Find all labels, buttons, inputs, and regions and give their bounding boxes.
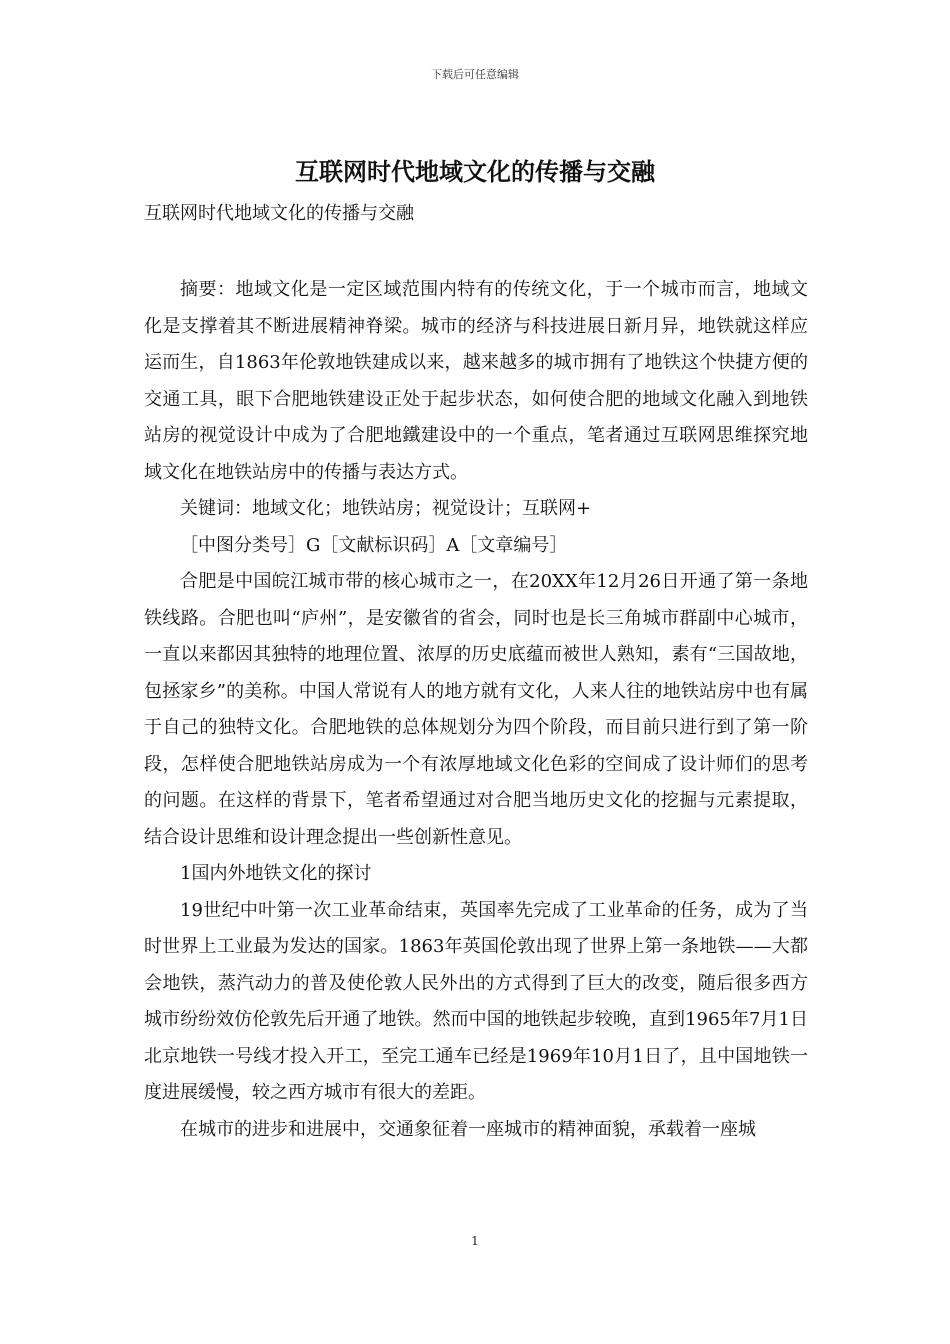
header-note: 下载后可任意编辑 [431,68,519,81]
document-body [144,272,808,1148]
document-title: 互联网时代地域文化的传播与交融 [295,157,655,186]
abstract-paragraph: 摘要：地域文化是一定区域范围内特有的传统文化，于一个城市而言，地域文化是支撑着其不断进展精神脊梁。城市的经济与科技进展日新月异，地铁就这样应运而生，自1863年伦敦地铁建成以来，越来越多的城市拥有了地铁这个快捷方便的交通工具，眼下合肥地铁建设正处于起步状态，如何使合肥的地域文化融入到地铁站房的视觉设计中成为了合肥地鐵建设中的一个重点，笔者通过互联网思维探究地域文化在地铁站房中的传播与表达方式。 [144,279,808,483]
continuation-paragraph: 在城市的进步和进展中，交通象征着一座城市的精神面貌，承载着一座城 [180,1118,756,1140]
section-heading: 1国内外地铁文化的探讨 [180,863,372,884]
history-paragraph: 19世纪中叶第一次工业革命结束，英国率先完成了工业革命的任务，成为了当时世界上工业最为发达的国家。1863年英国伦敦出现了世界上第一条地铁——大都会地铁，蒸汽动力的普及使伦敦人民外出的方式得到了巨大的改变，随后很多西方城市纷纷效仿伦敦先后开通了地铁。然而中国的地铁起步较晚，直到1965年7月1日北京地铁一号线才投入开工，至完工通车已经是1969年10月1日了，且中国地铁一度进展缓慢，较之西方城市有很大的差距。 [144,899,808,1103]
classification-paragraph: ［中图分类号］G［文献标识码］A［文章编号］ [180,534,568,556]
page-number: 1 [471,1234,479,1248]
document-subtitle: 互联网时代地域文化的传播与交融 [144,203,414,224]
intro-paragraph: 合肥是中国皖江城市带的核心城市之一，在20XX年12月26日开通了第一条地铁线路。合肥也叫“庐州”，是安徽省的省会，同时也是长三角城市群副中心城市，一直以来都因其独特的地理位置、浓厚的历史底蕴而被世人熟知，素有“三国故地，包拯家乡”的美称。中国人常说有人的地方就有文化，人来人往的地铁站房中也有属于自己的独特文化。合肥地铁的总体规划分为四个阶段，而目前只进行到了第一阶段，怎样使合肥地铁站房成为一个有浓厚地域文化色彩的空间成了设计师们的思考的问题。在这样的背景下，笔者希望通过对合肥当地历史文化的挖掘与元素提取，结合设计思维和设计理念提出一些创新性意见。 [144,571,808,848]
keywords-paragraph: 关键词：地域文化；地铁站房；视觉设计；互联网+ [180,498,592,519]
